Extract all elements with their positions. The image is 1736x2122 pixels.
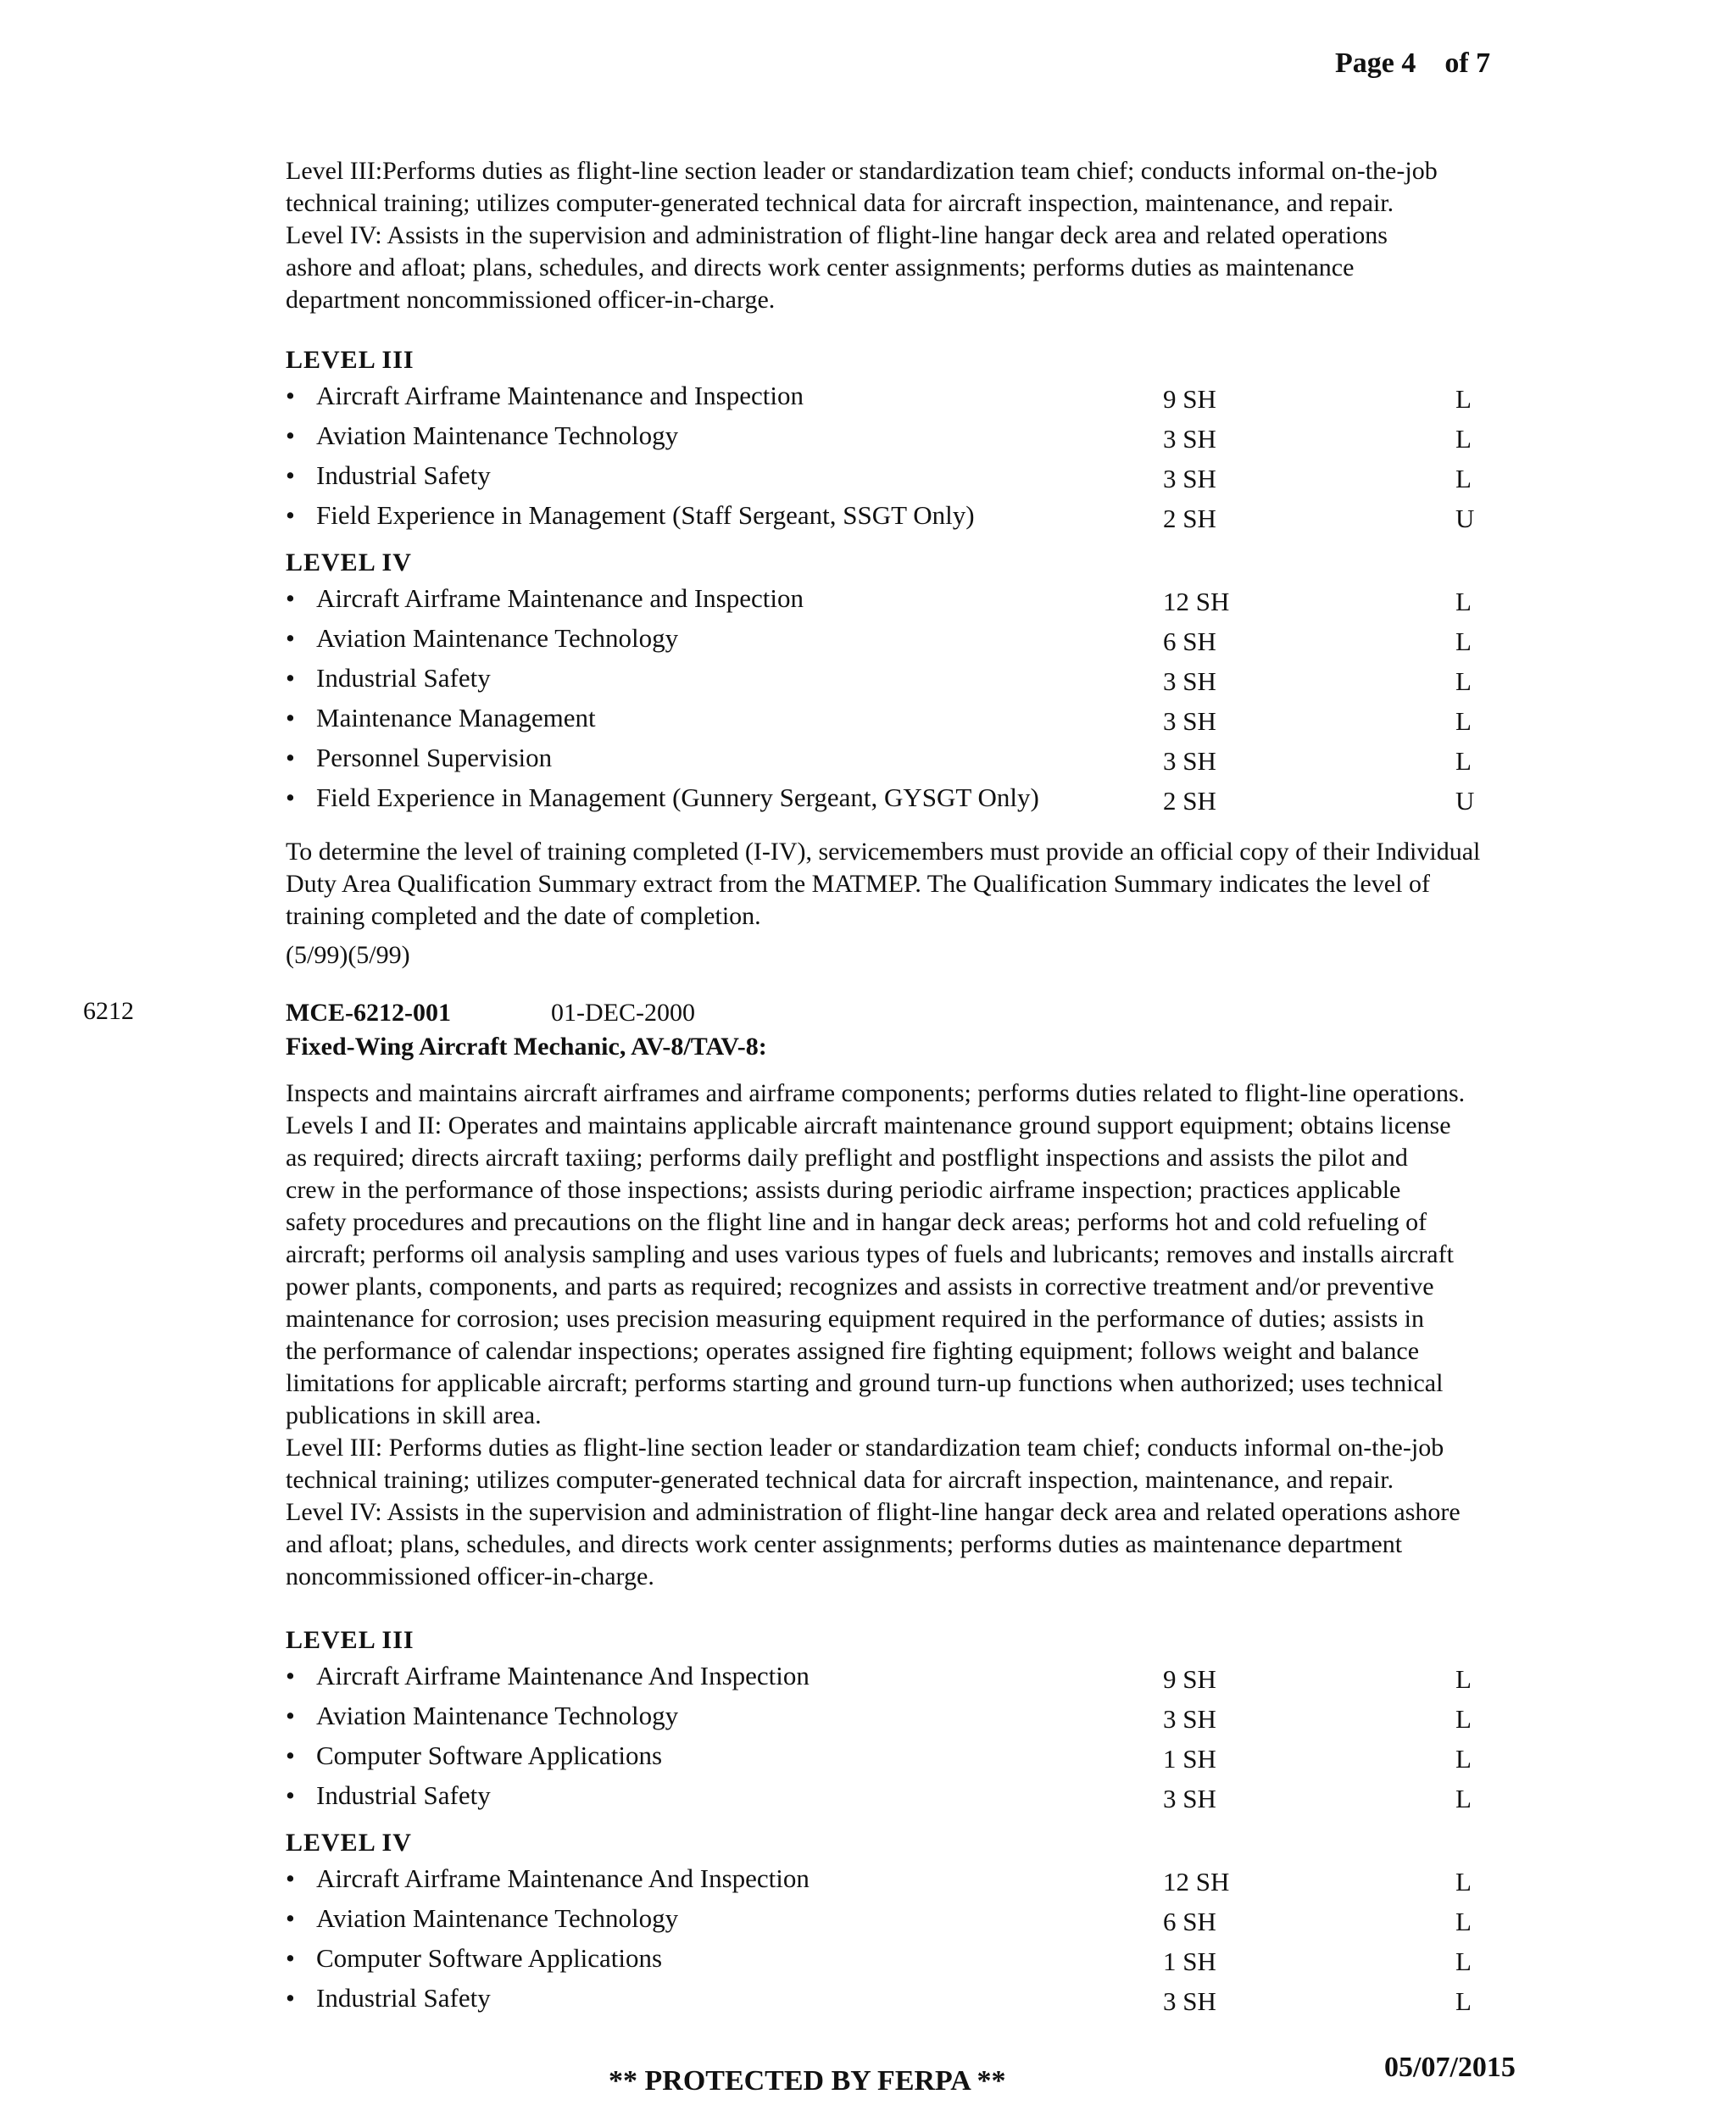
course-level: L <box>1455 1867 1472 1896</box>
credit-hours: 3 SH <box>1163 666 1216 696</box>
entry-description-text <box>286 1078 1557 1593</box>
course-row <box>286 783 1557 822</box>
top-description <box>286 155 1557 316</box>
text-line: as required; directs aircraft taxiing; performs daily preflight and postflight inspections and assists the pilot and <box>286 1144 1408 1172</box>
mos-number: 6212 <box>83 997 134 1025</box>
course-name: Industrial Safety <box>316 1983 491 2013</box>
course-name: Personnel Supervision <box>316 743 553 772</box>
text-line: safety procedures and precautions on the flight line and in hangar deck areas; performs hot and cold refueling of <box>286 1208 1427 1236</box>
text-line: Level IV: Assists in the supervision and administration of flight-line hangar deck area and related operations ashore <box>286 1498 1461 1526</box>
credit-hours: 3 SH <box>1163 1784 1216 1813</box>
course-name: Aircraft Airframe Maintenance And Inspection <box>316 1863 810 1893</box>
credit-hours: 6 SH <box>1163 1907 1216 1936</box>
bullet-icon: • <box>286 1943 295 1973</box>
course-level: L <box>1455 1704 1472 1734</box>
text-line: Level III:Performs duties as flight-line section leader or standardization team chief; conducts informal on-the-job <box>286 157 1438 185</box>
section1-level4 <box>286 546 1557 822</box>
credit-hours: 3 SH <box>1163 706 1216 736</box>
course-level: U <box>1455 786 1475 816</box>
text-line: Duty Area Qualification Summary extract from the MATMEP. The Qualification Summary indicates the level of <box>286 870 1430 898</box>
text-line: technical training; utilizes computer-generated technical data for aircraft inspection, maintenance, and repair. <box>286 189 1394 217</box>
course-name: Maintenance Management <box>316 703 596 732</box>
course-level: L <box>1455 1664 1472 1694</box>
text-line: ashore and afloat; plans, schedules, and directs work center assignments; performs duties as maintenance <box>286 253 1355 281</box>
bullet-icon: • <box>286 381 295 410</box>
level-heading: LEVEL III <box>286 346 415 374</box>
section2-level3 <box>286 1624 1557 1820</box>
text-line: publications in skill area. <box>286 1401 542 1429</box>
course-code: MCE-6212-001 <box>286 999 451 1027</box>
course-row <box>286 1983 1557 2023</box>
course-row <box>286 1903 1557 1943</box>
section1-level3 <box>286 343 1557 540</box>
course-row <box>286 1661 1557 1701</box>
credit-hours: 12 SH <box>1163 1867 1230 1896</box>
course-list <box>286 1661 1557 1820</box>
course-name: Aviation Maintenance Technology <box>316 1903 679 1933</box>
credit-hours: 6 SH <box>1163 627 1216 656</box>
course-level: L <box>1455 1907 1472 1936</box>
course-row <box>286 583 1557 623</box>
course-title: Fixed-Wing Aircraft Mechanic, AV-8/TAV-8: <box>286 1033 767 1061</box>
bullet-icon: • <box>286 1701 295 1730</box>
course-name: Field Experience in Management (Staff Sergeant, SSGT Only) <box>316 500 975 530</box>
course-row <box>286 460 1557 500</box>
course-row <box>286 421 1557 460</box>
bullet-icon: • <box>286 1863 295 1893</box>
entry-code-row <box>286 997 1557 1031</box>
bullet-icon: • <box>286 421 295 450</box>
course-level: L <box>1455 1986 1472 2016</box>
course-name: Field Experience in Management (Gunnery Sergeant, GYSGT Only) <box>316 783 1039 812</box>
course-name: Industrial Safety <box>316 1780 491 1810</box>
text-line: and afloat; plans, schedules, and directs work center assignments; performs duties as maintenance department <box>286 1530 1403 1558</box>
bullet-icon: • <box>286 500 295 530</box>
course-name: Aviation Maintenance Technology <box>316 623 679 653</box>
text-line: Levels I and II: Operates and maintains applicable aircraft maintenance ground support equipment; obtains license <box>286 1111 1451 1139</box>
bullet-icon: • <box>286 703 295 732</box>
credit-hours: 3 SH <box>1163 1986 1216 2016</box>
level-heading: LEVEL III <box>286 1626 415 1654</box>
course-name: Industrial Safety <box>316 460 491 490</box>
training-note <box>286 836 1557 972</box>
course-level: L <box>1455 1947 1472 1976</box>
bullet-icon: • <box>286 460 295 490</box>
text-line: Inspects and maintains aircraft airframes and airframe components; performs duties related to flight-line operations. <box>286 1079 1466 1107</box>
course-level: L <box>1455 627 1472 656</box>
credit-hours: 3 SH <box>1163 1704 1216 1734</box>
course-name: Industrial Safety <box>316 663 491 693</box>
course-level: L <box>1455 587 1472 616</box>
page-number <box>1335 47 1490 80</box>
course-row <box>286 1863 1557 1903</box>
course-row <box>286 623 1557 663</box>
text-line: Level III: Performs duties as flight-line section leader or standardization team chief; conducts informal on-the-job <box>286 1434 1444 1462</box>
page-of-label: of 7 <box>1444 47 1491 79</box>
course-list <box>286 381 1557 540</box>
course-row <box>286 703 1557 743</box>
credit-hours: 1 SH <box>1163 1947 1216 1976</box>
course-name: Aircraft Airframe Maintenance and Inspection <box>316 583 804 613</box>
course-date: 01-DEC-2000 <box>551 999 695 1027</box>
bullet-icon: • <box>286 583 295 613</box>
course-level: L <box>1455 384 1472 414</box>
bullet-icon: • <box>286 663 295 693</box>
credit-hours: 9 SH <box>1163 1664 1216 1694</box>
entry-header <box>286 997 1557 1063</box>
course-level: L <box>1455 424 1472 454</box>
level-heading: LEVEL IV <box>286 549 412 576</box>
text-line: To determine the level of training completed (I-IV), servicemembers must provide an official copy of their Individual <box>286 838 1481 866</box>
course-level: L <box>1455 746 1472 776</box>
course-name: Aviation Maintenance Technology <box>316 421 679 450</box>
bullet-icon: • <box>286 1983 295 2013</box>
credit-hours: 3 SH <box>1163 424 1216 454</box>
course-name: Aircraft Airframe Maintenance and Inspection <box>316 381 804 410</box>
credit-hours: 3 SH <box>1163 464 1216 493</box>
text-line: Level IV: Assists in the supervision and administration of flight-line hangar deck area and related operations <box>286 221 1388 249</box>
text-line: maintenance for corrosion; uses precision measuring equipment required in the performance of duties; assists in <box>286 1305 1424 1333</box>
course-row <box>286 381 1557 421</box>
text-line: crew in the performance of those inspections; assists during periodic airframe inspection; practices applicable <box>286 1176 1401 1204</box>
course-row <box>286 500 1557 540</box>
course-level: L <box>1455 464 1472 493</box>
course-name: Aircraft Airframe Maintenance And Inspection <box>316 1661 810 1690</box>
bullet-icon: • <box>286 1780 295 1810</box>
top-description-text <box>286 155 1557 316</box>
course-row <box>286 1780 1557 1820</box>
text-line: aircraft; performs oil analysis sampling and uses various types of fuels and lubricants; removes and installs aircraft <box>286 1240 1454 1268</box>
revision-dates: (5/99)(5/99) <box>286 941 410 969</box>
course-list <box>286 583 1557 822</box>
course-level: U <box>1455 504 1475 533</box>
credit-hours: 9 SH <box>1163 384 1216 414</box>
bullet-icon: • <box>286 743 295 772</box>
entry-description <box>286 1078 1557 1593</box>
text-line: limitations for applicable aircraft; performs starting and ground turn-up functions when authorized; uses technical <box>286 1369 1444 1397</box>
course-row <box>286 743 1557 783</box>
course-row <box>286 663 1557 703</box>
bullet-icon: • <box>286 623 295 653</box>
course-level: L <box>1455 666 1472 696</box>
section2-level4 <box>286 1826 1557 2023</box>
text-line: technical training; utilizes computer-generated technical data for aircraft inspection, maintenance, and repair. <box>286 1466 1394 1494</box>
course-list <box>286 1863 1557 2023</box>
text-line: department noncommissioned officer-in-charge. <box>286 286 776 314</box>
bullet-icon: • <box>286 783 295 812</box>
course-level: L <box>1455 1784 1472 1813</box>
bullet-icon: • <box>286 1661 295 1690</box>
credit-hours: 12 SH <box>1163 587 1230 616</box>
training-note-text <box>286 836 1557 933</box>
bullet-icon: • <box>286 1903 295 1933</box>
ferpa-notice: ** PROTECTED BY FERPA ** <box>609 2065 1006 2097</box>
text-line: noncommissioned officer-in-charge. <box>286 1562 654 1590</box>
bullet-icon: • <box>286 1740 295 1770</box>
course-level: L <box>1455 706 1472 736</box>
page-label: Page 4 <box>1335 47 1416 79</box>
text-line: training completed and the date of completion. <box>286 902 761 930</box>
course-row <box>286 1701 1557 1740</box>
level-heading: LEVEL IV <box>286 1829 412 1857</box>
course-name: Computer Software Applications <box>316 1943 663 1973</box>
course-level: L <box>1455 1744 1472 1774</box>
text-line: power plants, components, and parts as required; recognizes and assists in corrective treatment and/or preventive <box>286 1273 1434 1300</box>
credit-hours: 1 SH <box>1163 1744 1216 1774</box>
course-row <box>286 1740 1557 1780</box>
course-row <box>286 1943 1557 1983</box>
credit-hours: 2 SH <box>1163 786 1216 816</box>
course-name: Computer Software Applications <box>316 1740 663 1770</box>
course-name: Aviation Maintenance Technology <box>316 1701 679 1730</box>
text-line: the performance of calendar inspections; operates assigned fire fighting equipment; follows weight and balance <box>286 1337 1420 1365</box>
credit-hours: 3 SH <box>1163 746 1216 776</box>
print-date: 05/07/2015 <box>1384 2052 1516 2083</box>
credit-hours: 2 SH <box>1163 504 1216 533</box>
